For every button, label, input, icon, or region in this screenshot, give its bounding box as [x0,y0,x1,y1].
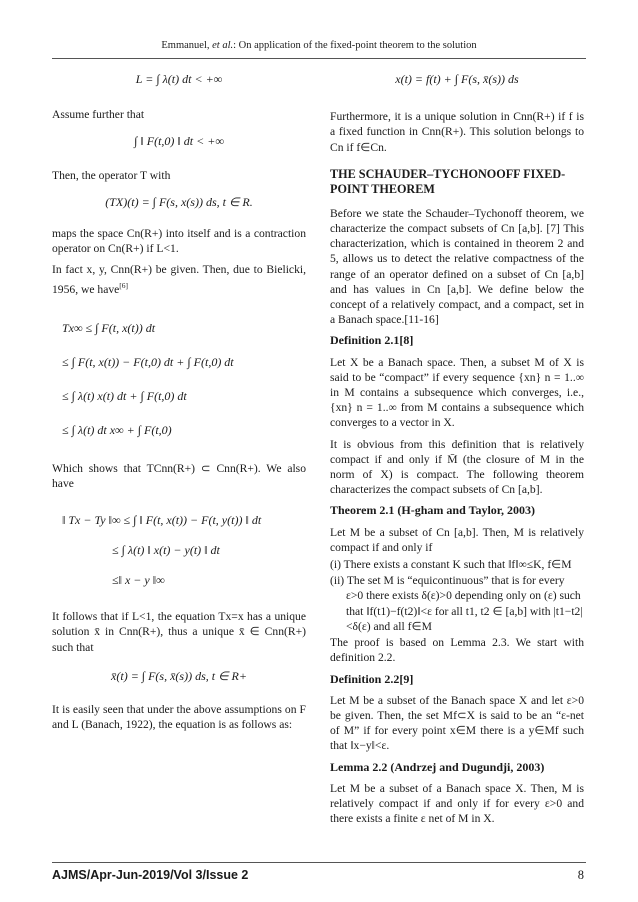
paragraph-definition-2-2: Let M be a subset of the Banach space X and let ε>0 be given. Then, the set Mf⊂X is said to be an “ε-net of M” if for every point x∈M there is a y∈Mf such that ‖x−y‖<ε. [330,693,584,753]
equation-L-text: L = ∫ λ(t) dt < +∞ [135,72,223,86]
equation-F-norm-text: ∫ ‖ F(t,0) ‖ dt < +∞ [134,134,224,149]
equation-line: ≤ ∫ λ(t) x(t) dt + ∫ F(t,0) dt [62,388,187,403]
paragraph-obvious: It is obvious from this definition that is relatively compact if and only if M̄ (the closure of M in the norm of X) is compact. The following theorem characterizes the compact subsets of Cn [a,b]. [330,437,584,497]
paragraph-infact-text: In fact x, y, Cnn(R+) be given. Then, due to Bielicki, 1956, we have [52,263,306,296]
paragraph-proof: The proof is based on Lemma 2.3. We start with definition 2.2. [330,636,584,665]
equation-block-1 [52,311,306,447]
paragraph-assume: Assume further that [52,108,145,122]
equation-line: ≤ ∫ λ(t) dt x∞ + ∫ F(t,0) [62,422,172,437]
equation-block-2 [52,505,306,595]
header-etal: et al. [212,40,234,51]
equation-line: ≤ ∫ λ(t) ‖ x(t) − y(t) ‖ dt [112,543,220,558]
list-item: (ii) The set M is “equicontinuous” that is for every ε>0 there exists δ(ε)>0 depending only on (ε) such that ‖f(t1)−f(t2)‖<ε for all t1, t2 ∈ [a,b] with |t1−t2|<δ(ε) and all f∈M [330,574,583,633]
left-column [52,66,306,738]
equation-solution-text: x̄(t) = ∫ F(s, x̄(s)) ds, t ∈ R+ [111,668,247,683]
header-authors: Emmanuel, [161,40,213,51]
paragraph-lemma-2-2: Let M be a subset of a Banach space X. Then, M is relatively compact if and only if for every ε>0 and there exists a finite ε net of M in X. [330,781,584,826]
list-item: (i) There exists a constant K such that ‖f‖∞≤K, f∈M [330,558,572,572]
equation-line: ≤ ∫ F(t, x(t)) − F(t,0) dt + ∫ F(t,0) dt [62,354,234,369]
running-header [0,40,638,51]
equation-operator-text: (TX)(t) = ∫ F(s, x(s)) ds, t ∈ R. [105,194,253,209]
equation-x-text: x(t) = f(t) + ∫ F(s, x̄(s)) ds [395,72,519,86]
header-title: : On application of the fixed-point theorem to the solution [233,40,477,51]
definition-2-1-heading: Definition 2.1[8] [330,333,414,348]
journal-info: AJMS/Apr-Jun-2019/Vol 3/Issue 2 [52,868,249,882]
paragraph-it-follows: It follows that if L<1, the equation Tx=x has a unique solution x̄ in Cnn(R+), thus a unique x̄ ∈ Cnn(R+) such that [52,610,306,654]
header-rule [52,58,586,59]
section-heading: THE SCHAUDER–TYCHONOOFF FIXED-POINT THEOREM [330,166,566,197]
equation-solution [52,669,306,684]
paragraph-maps: maps the space Cn(R+) into itself and is a contraction operator on Cn(R+) if L<1. [52,227,306,256]
paragraph-definition-2-1: Let X be a Banach space. Then, a subset M of X is said to be “compact” if every sequence {xn} n = 1..∞ in M contains a subsequence which converges, i.e., {xn} n = 1..∞ from M contains a subsequence which converges to a vector in X. [330,355,584,430]
paragraph-before: Before we state the Schauder–Tychonoff theorem, we characterize the compact subsets of Cn [a,b]. [7] This characterization, which is contained in theorem 2 and 5, allows us to detect the relative compactness of the range of an operator defined on a subset of Cn [a,b] and has values in Cn [a,b]. We define below the concept of a relatively compact, and a compact, set in a Banach space.[11-16] [330,206,584,327]
equation-line: ≤‖ x − y ‖∞ [112,573,165,588]
equation-x [330,72,584,87]
paragraph-easily: It is easily seen that under the above assumptions on F and L (Banach, 1922), the equation is as follows as: [52,702,306,732]
definition-2-2-heading: Definition 2.2[9] [330,671,414,686]
citation-6: [6] [119,280,129,290]
equation-F-norm [52,134,306,149]
lemma-2-2-heading: Lemma 2.2 (Andrzej and Dugundji, 2003) [330,759,545,774]
paragraph-furthermore: Furthermore, it is a unique solution in Cnn(R+) if f is a fixed function in Cnn(R+). This solution belongs to Cn if f∈Cn. [330,110,584,154]
paragraph-theorem-2-1: Let M be a subset of Cn [a,b]. Then, M is relatively compact if and only if [330,525,584,554]
paragraph-infact [52,262,306,296]
theorem-2-1-heading: Theorem 2.1 (H-gham and Taylor, 2003) [330,503,536,518]
paragraph-which-shows: Which shows that TCnn(R+) ⊂ Cnn(R+). We also have [52,461,306,490]
equation-line: ‖ Tx − Ty ‖∞ ≤ ∫ ‖ F(t, x(t)) − F(t, y(t)) ‖ dt [62,513,262,528]
page-number: 8 [577,868,584,882]
equation-L [52,72,306,87]
paragraph-then-operator: Then, the operator T with [52,168,171,182]
right-column [330,66,584,832]
equation-line: Tx∞ ≤ ∫ F(t, x(t)) dt [62,320,156,335]
footer-rule [52,862,586,863]
equation-operator [52,195,306,210]
